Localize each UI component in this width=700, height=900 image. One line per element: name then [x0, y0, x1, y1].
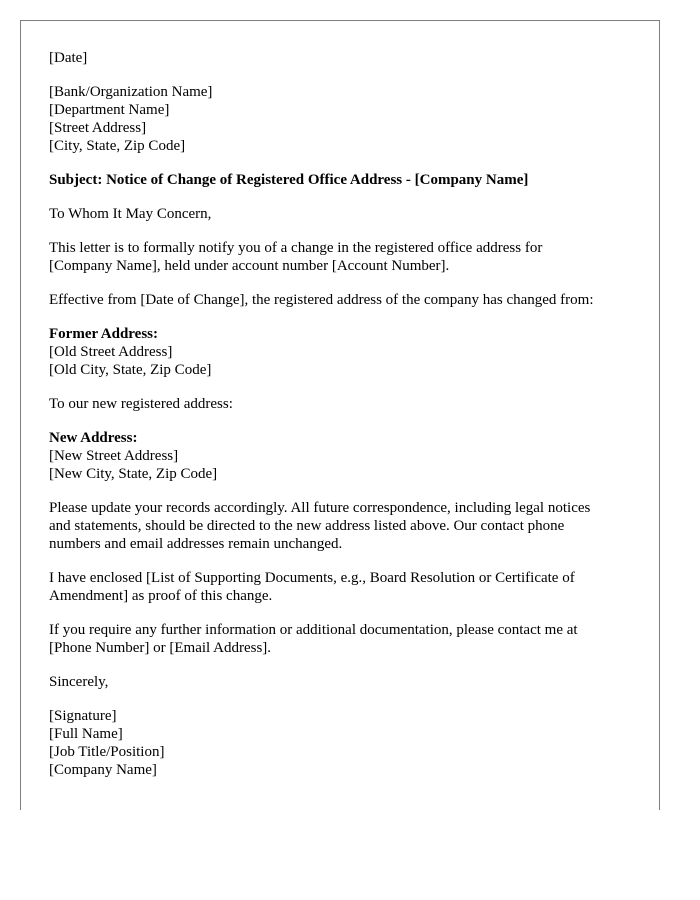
new-street: [New Street Address] [49, 448, 179, 464]
subject-block [49, 171, 649, 189]
update-line-2: and statements, should be directed to the new address listed above. Our contact phone [49, 518, 565, 534]
former-address-heading: Former Address: [49, 326, 159, 342]
new-city-state-zip: [New City, State, Zip Code] [49, 466, 218, 482]
effective-paragraph [49, 291, 649, 309]
former-city-state-zip: [Old City, State, Zip Code] [49, 362, 212, 378]
former-street: [Old Street Address] [49, 344, 173, 360]
signer-job-title: [Job Title/Position] [49, 744, 165, 760]
salutation-block [49, 205, 649, 223]
enclosed-line-2: Amendment] as proof of this change. [49, 588, 273, 604]
recipient-department: [Department Name] [49, 102, 170, 118]
intro-line-2: [Company Name], held under account number [Account Number]. [49, 258, 450, 274]
signer-full-name: [Full Name] [49, 726, 123, 742]
letter-body [49, 49, 649, 795]
recipient-address [49, 83, 649, 155]
recipient-org-name: [Bank/Organization Name] [49, 84, 213, 100]
closing: Sincerely, [49, 674, 109, 690]
enclosed-line-1: I have enclosed [List of Supporting Documents, e.g., Board Resolution or Certificate of [49, 570, 575, 586]
new-address-heading: New Address: [49, 430, 138, 446]
intro-paragraph [49, 239, 649, 275]
update-line-3: numbers and email addresses remain unchanged. [49, 536, 343, 552]
former-address-block [49, 325, 649, 379]
update-line-1: Please update your records accordingly. All future correspondence, including legal notices [49, 500, 591, 516]
recipient-city-state-zip: [City, State, Zip Code] [49, 138, 186, 154]
letter-page [20, 20, 660, 810]
update-paragraph [49, 499, 649, 553]
effective-line: Effective from [Date of Change], the registered address of the company has changed from: [49, 292, 594, 308]
signature-placeholder: [Signature] [49, 708, 117, 724]
new-address-block [49, 429, 649, 483]
recipient-street: [Street Address] [49, 120, 147, 136]
contact-line-2: [Phone Number] or [Email Address]. [49, 640, 272, 656]
to-new-line: To our new registered address: [49, 396, 233, 412]
intro-line-1: This letter is to formally notify you of a change in the registered office address for [49, 240, 543, 256]
letter-date: [Date] [49, 50, 88, 66]
salutation: To Whom It May Concern, [49, 206, 212, 222]
enclosed-paragraph [49, 569, 649, 605]
contact-paragraph [49, 621, 649, 657]
to-new-paragraph [49, 395, 649, 413]
date-block [49, 49, 649, 67]
subject-line: Subject: Notice of Change of Registered Office Address - [Company Name] [49, 172, 529, 188]
signer-company-name: [Company Name] [49, 762, 157, 778]
contact-line-1: If you require any further information or additional documentation, please contact me at [49, 622, 578, 638]
signature-block [49, 707, 649, 779]
closing-block [49, 673, 649, 691]
